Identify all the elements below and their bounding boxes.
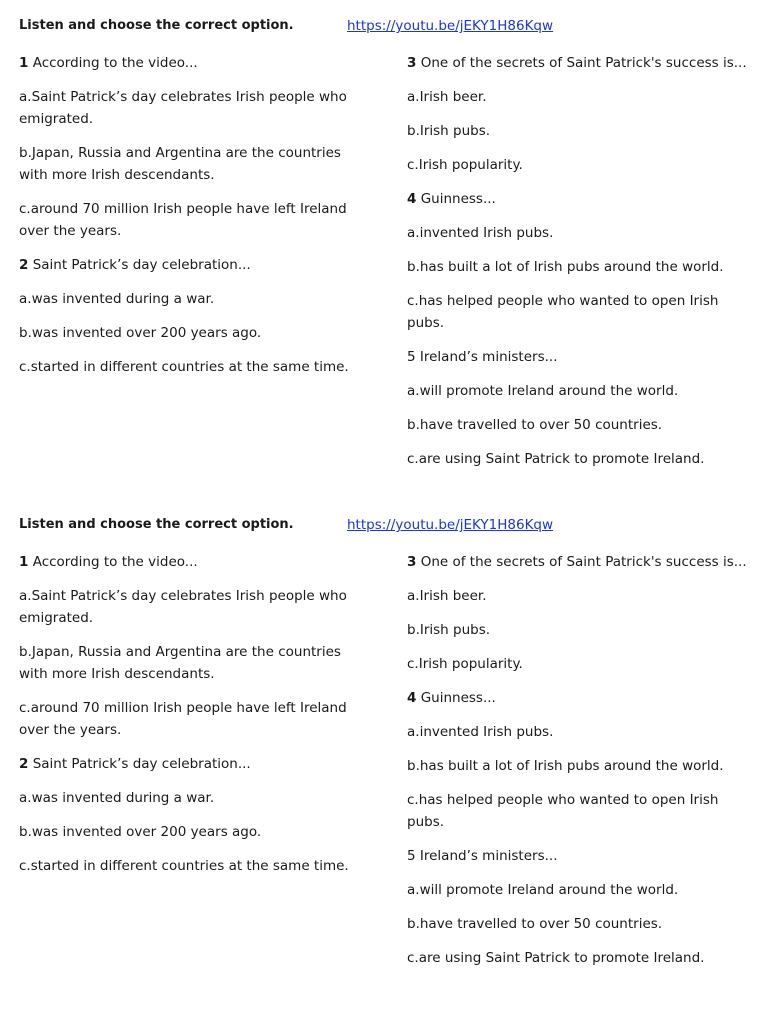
question-4-option-b: b.has built a lot of Irish pubs around the world. <box>407 758 724 774</box>
question-2-option-c: c.started in different countries at the same time. <box>19 359 349 375</box>
question-5-option-c: c.are using Saint Patrick to promote Ireland. <box>407 451 705 467</box>
question-1-option-a: a.Saint Patrick’s day celebrates Irish people who emigrated. <box>19 89 347 127</box>
worksheet-bottom <box>0 499 768 979</box>
question-4-option-c: c.has helped people who wanted to open Irish pubs. <box>407 293 719 331</box>
question-3-option-c: c.Irish popularity. <box>407 656 523 672</box>
question-3: 3 One of the secrets of Saint Patrick's success is... <box>407 554 747 570</box>
question-1: 1 According to the video... <box>19 554 198 570</box>
question-4-option-c: c.has helped people who wanted to open Irish pubs. <box>407 792 719 830</box>
question-4-option-a: a.invented Irish pubs. <box>407 225 554 241</box>
question-2-option-a: a.was invented during a war. <box>19 291 215 307</box>
question-1: 1 According to the video... <box>19 55 198 71</box>
question-3: 3 One of the secrets of Saint Patrick's success is... <box>407 55 747 71</box>
question-2-option-b: b.was invented over 200 years ago. <box>19 824 262 840</box>
instruction-text: Listen and choose the correct option. <box>19 18 294 33</box>
question-5-option-c: c.are using Saint Patrick to promote Ireland. <box>407 950 705 966</box>
questions-right-column <box>407 52 752 482</box>
video-link[interactable]: https://youtu.be/jEKY1H86Kqw <box>347 517 554 533</box>
question-1-option-c: c.around 70 million Irish people have left Ireland over the years. <box>19 201 347 239</box>
question-1-option-b: b.Japan, Russia and Argentina are the countries with more Irish descendants. <box>19 145 341 183</box>
question-5: 5 Ireland’s ministers... <box>407 349 558 365</box>
question-1-option-b: b.Japan, Russia and Argentina are the countries with more Irish descendants. <box>19 644 341 682</box>
question-2: 2 Saint Patrick’s day celebration... <box>19 756 251 772</box>
question-5-option-b: b.have travelled to over 50 countries. <box>407 417 663 433</box>
questions-left-column <box>19 551 369 889</box>
question-2-option-a: a.was invented during a war. <box>19 790 215 806</box>
question-3-option-a: a.Irish beer. <box>407 89 487 105</box>
instruction-text: Listen and choose the correct option. <box>19 517 294 532</box>
question-4: 4 Guinness... <box>407 191 496 207</box>
question-2: 2 Saint Patrick’s day celebration... <box>19 257 251 273</box>
video-link[interactable]: https://youtu.be/jEKY1H86Kqw <box>347 18 554 34</box>
question-5: 5 Ireland’s ministers... <box>407 848 558 864</box>
questions-left-column <box>19 52 369 390</box>
question-5-option-a: a.will promote Ireland around the world. <box>407 882 679 898</box>
question-3-option-a: a.Irish beer. <box>407 588 487 604</box>
question-4: 4 Guinness... <box>407 690 496 706</box>
questions-right-column <box>407 551 752 981</box>
question-3-option-b: b.Irish pubs. <box>407 622 491 638</box>
question-5-option-a: a.will promote Ireland around the world. <box>407 383 679 399</box>
question-1-option-a: a.Saint Patrick’s day celebrates Irish people who emigrated. <box>19 588 347 626</box>
worksheet-top <box>0 0 768 480</box>
question-4-option-a: a.invented Irish pubs. <box>407 724 554 740</box>
question-5-option-b: b.have travelled to over 50 countries. <box>407 916 663 932</box>
question-2-option-b: b.was invented over 200 years ago. <box>19 325 262 341</box>
question-1-option-c: c.around 70 million Irish people have left Ireland over the years. <box>19 700 347 738</box>
question-3-option-b: b.Irish pubs. <box>407 123 491 139</box>
question-2-option-c: c.started in different countries at the same time. <box>19 858 349 874</box>
question-4-option-b: b.has built a lot of Irish pubs around the world. <box>407 259 724 275</box>
question-3-option-c: c.Irish popularity. <box>407 157 523 173</box>
